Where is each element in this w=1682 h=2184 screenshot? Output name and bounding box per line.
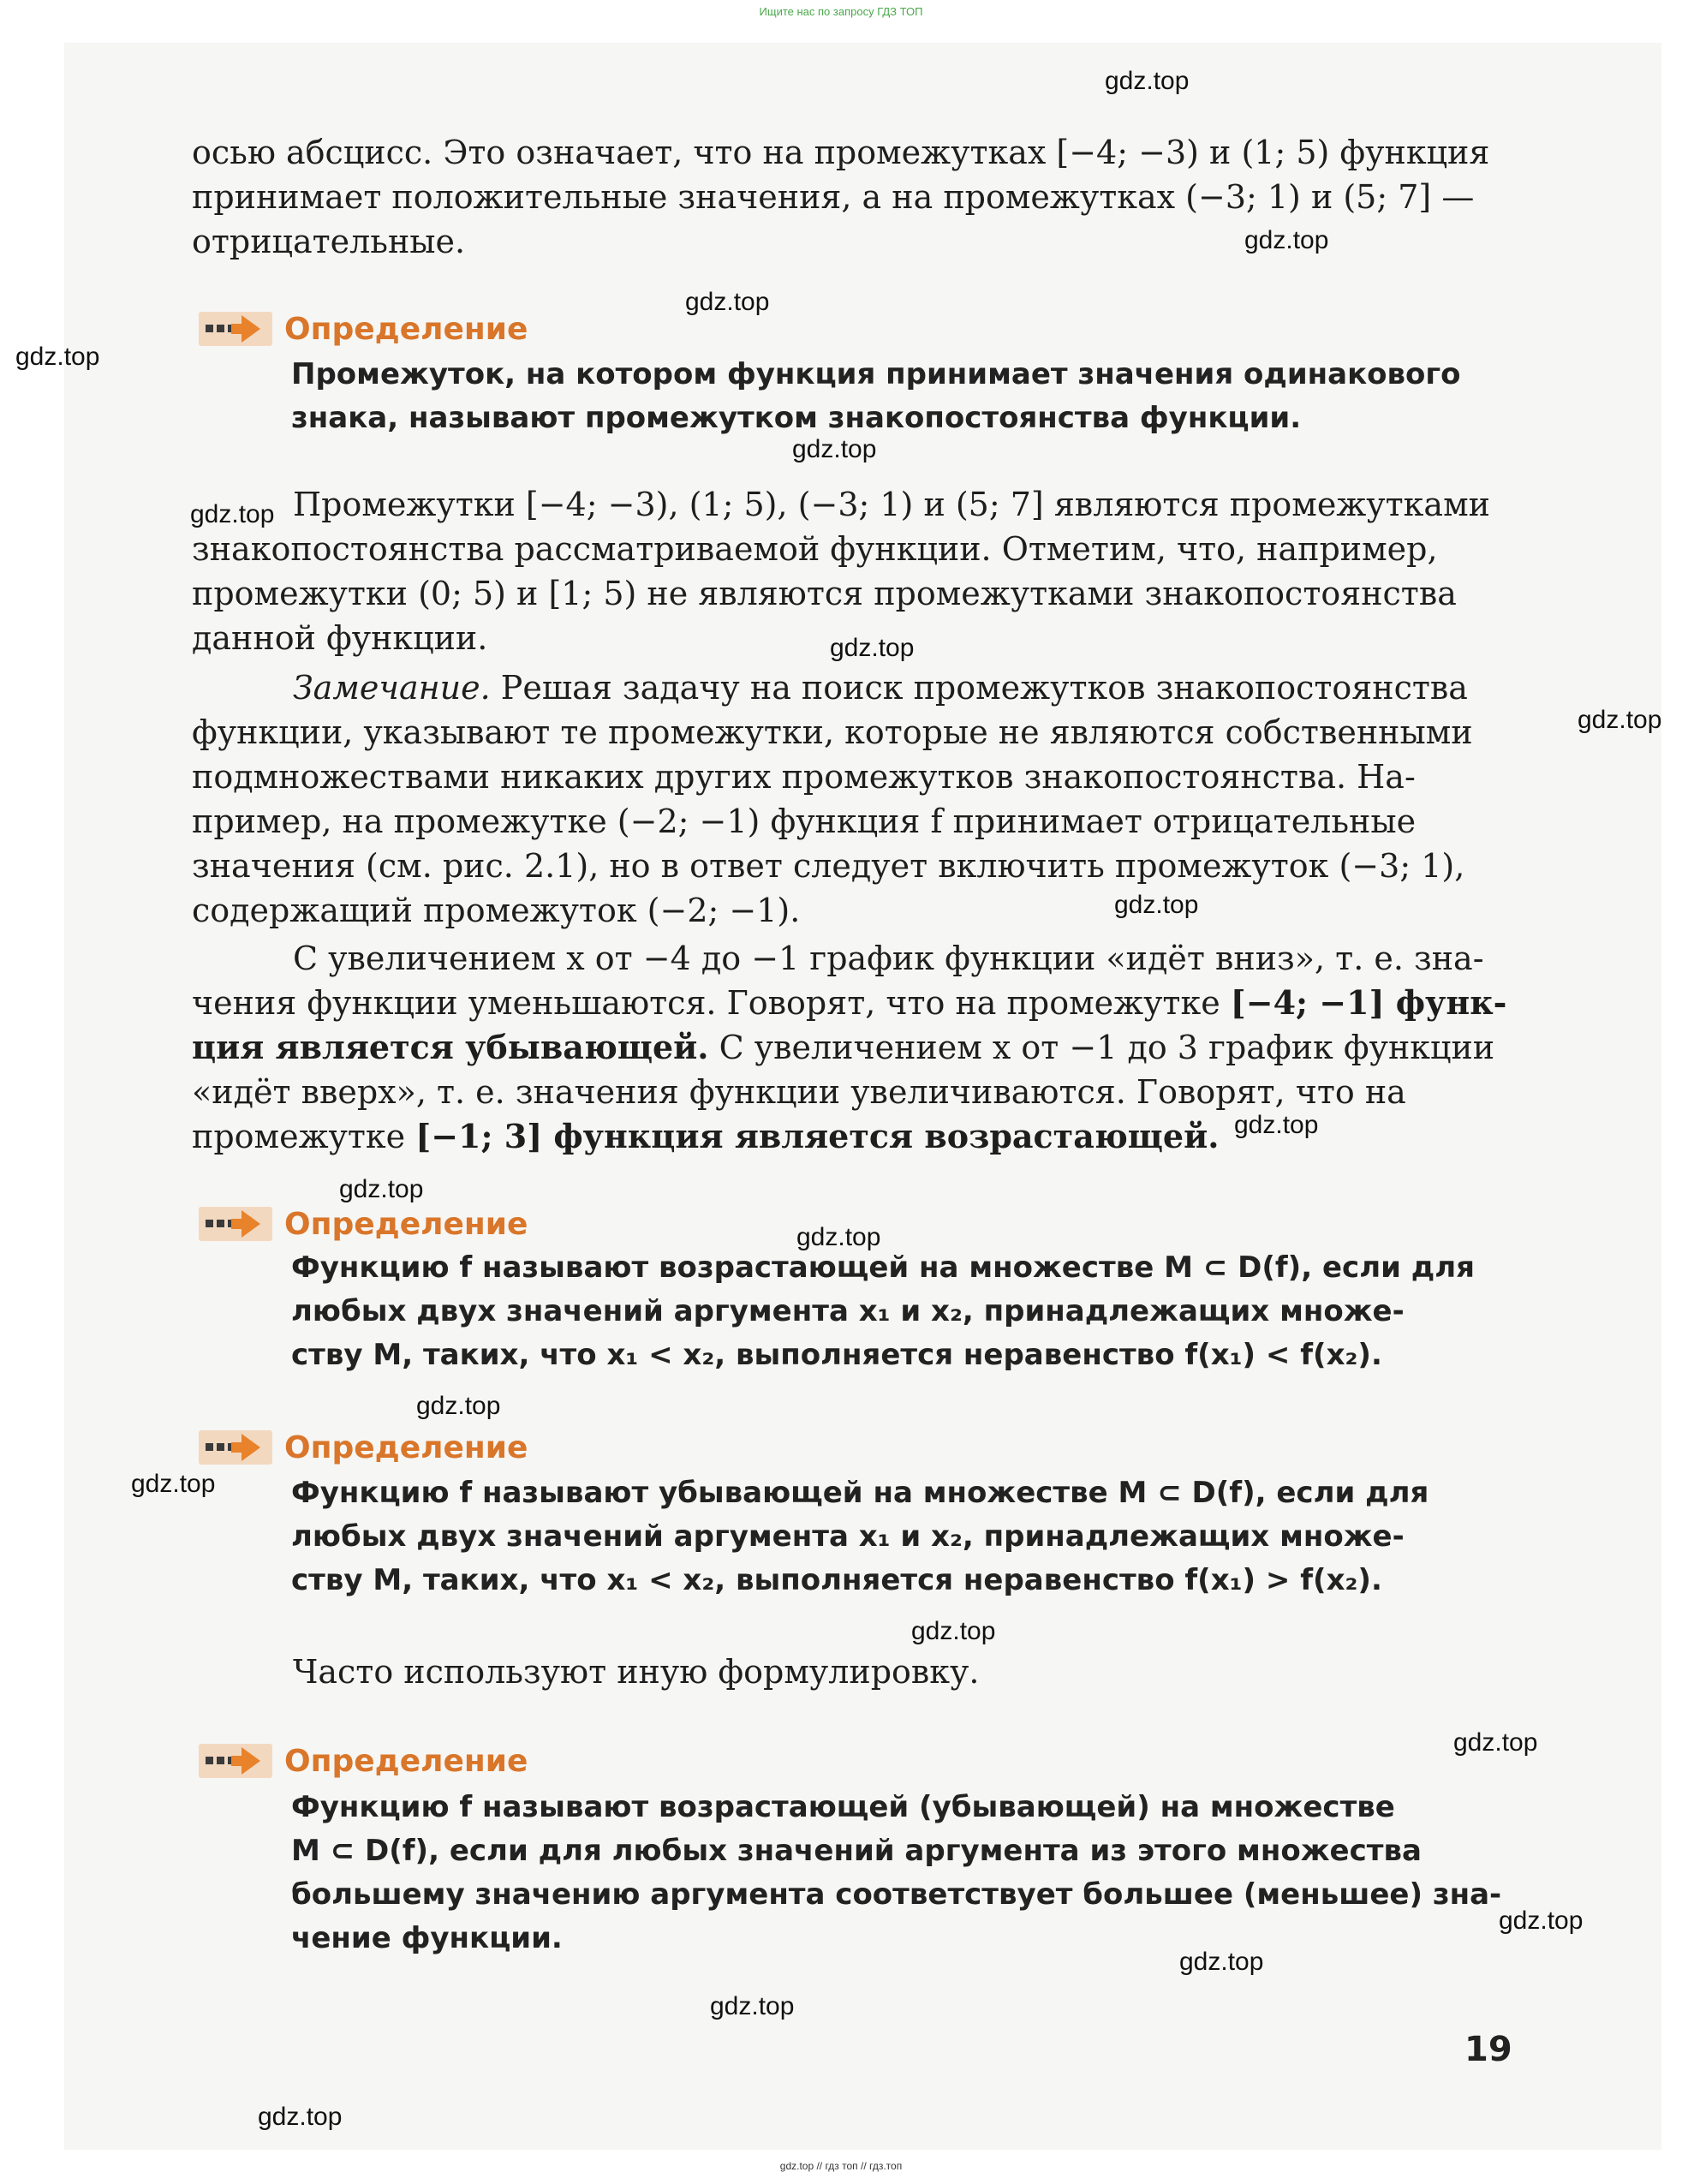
paragraph-line: принимает положительные значения, а на промежутках (−3; 1) и (5; 7] — (192, 178, 1475, 216)
watermark: gdz.top (911, 1617, 996, 1645)
watermark: gdz.top (1578, 706, 1662, 734)
definition-line: ству M, таких, что x₁ < x₂, выполняется неравенство f(x₁) < f(x₂). (291, 1338, 1382, 1372)
definition-body-1 (291, 353, 1512, 440)
definition-line: любых двух значений аргумента x₁ и x₂, принадлежащих множе- (291, 1294, 1405, 1328)
paragraph-line: знакопостоянства рассматриваемой функции. Отметим, что, например, (192, 530, 1438, 568)
definition-header-1 (199, 308, 528, 349)
remark-lead: Замечание. (293, 669, 491, 707)
definition-line: ству M, таких, что x₁ < x₂, выполняется неравенство f(x₁) > f(x₂). (291, 1563, 1382, 1597)
arrow-icon (199, 1744, 272, 1778)
watermark: gdz.top (792, 435, 877, 463)
definition-title: Определение (284, 311, 528, 347)
paragraph-line: функции, указывают те промежутки, которые не являются собственными (192, 713, 1473, 751)
paragraph-line: отрицательные. (192, 223, 466, 260)
definition-header-2 (199, 1203, 528, 1244)
definition-title: Определение (284, 1743, 528, 1779)
arrow-icon (199, 1430, 272, 1465)
watermark: gdz.top (131, 1470, 216, 1498)
definition-line: любых двух значений аргумента x₁ и x₂, принадлежащих множе- (291, 1519, 1405, 1554)
remark-paragraph: Замечание. Решая задачу на поиск промежутков знакопостоянства функции, указывают те промежутки, которые не являются собственными подмножествами никаких других промежутков знакопостоянства. На- пример, на промежутке (−2; −1) функция f принимает отрицательные значения (см. рис. 2.1), но в ответ следует включить промежуток (−3; 1), содержащий промежуток (−2; −1). (192, 665, 1512, 933)
top-banner: Ищите нас по запросу ГДЗ ТОП (759, 5, 923, 18)
definition-line: большему значению аргумента соответствует большее (меньшее) зна- (291, 1877, 1502, 1912)
definition-line: Функцию f называют возрастающей на множестве M ⊂ D(f), если для (291, 1250, 1475, 1285)
watermark: gdz.top (416, 1392, 501, 1420)
watermark: gdz.top (15, 343, 100, 371)
definition-body-2 (291, 1246, 1512, 1377)
arrow-icon (199, 1207, 272, 1241)
watermark: gdz.top (339, 1175, 424, 1203)
watermark: gdz.top (1179, 1948, 1264, 1976)
paragraph-line: Промежутки [−4; −3), (1; 5), (−3; 1) и (5; 7] являются промежутками (293, 486, 1490, 523)
definition-header-4 (199, 1740, 528, 1781)
paragraph-line: значения (см. рис. 2.1), но в ответ следует включить промежуток (−3; 1), (192, 847, 1465, 885)
definition-line: знака, называют промежутком знакопостоянства функции. (291, 401, 1302, 435)
paragraph-5: Часто используют иную формулировку. (293, 1653, 980, 1691)
paragraph-4: С увеличением x от −4 до −1 график функции «идёт вниз», т. е. зна- чения функции уменьшаются. Говорят, что на промежутке [−4; −1] функ- ция является убывающей. С увеличением x от −1 до 3 график функции «идёт вверх», т. е. значения функции увеличиваются. Говорят, что на промежутке [−1; 3] функция является возрастающей. (192, 936, 1512, 1159)
definition-line: чение функции. (291, 1921, 563, 1955)
bottom-banner: gdz.top // гдз топ // гдз.топ (779, 2160, 903, 2172)
paragraph-line: подмножествами никаких других промежутков знакопостоянства. На- (192, 758, 1416, 796)
watermark: gdz.top (1114, 891, 1199, 919)
watermark: gdz.top (1453, 1728, 1538, 1757)
watermark: gdz.top (1244, 226, 1329, 254)
definition-title: Определение (284, 1206, 528, 1242)
paragraph-line: пример, на промежутке (−2; −1) функция f принимает отрицательные (192, 803, 1417, 840)
arrow-icon (199, 312, 272, 346)
paragraph-line: осью абсцисс. Это означает, что на промежутках [−4; −3) и (1; 5) функция (192, 134, 1490, 171)
watermark: gdz.top (1234, 1111, 1319, 1139)
definition-title: Определение (284, 1429, 528, 1465)
watermark: gdz.top (685, 288, 770, 316)
watermark: gdz.top (1499, 1907, 1584, 1935)
definition-line: M ⊂ D(f), если для любых значений аргумента из этого множества (291, 1834, 1422, 1868)
watermark: gdz.top (710, 1992, 795, 2020)
watermark: gdz.top (258, 2103, 343, 2131)
definition-line: Промежуток, на котором функция принимает значения одинакового (291, 357, 1461, 391)
watermark: gdz.top (796, 1223, 881, 1251)
page-number: 19 (1464, 2030, 1512, 2069)
paragraph-line: «идёт вверх», т. е. значения функции увеличиваются. Говорят, что на (192, 1073, 1406, 1111)
definition-line: Функцию f называют возрастающей (убывающей) на множестве (291, 1790, 1395, 1824)
definition-line: Функцию f называют убывающей на множестве M ⊂ D(f), если для (291, 1476, 1429, 1510)
definition-body-4 (291, 1786, 1512, 1960)
paragraph-line: содержащий промежуток (−2; −1). (192, 892, 801, 929)
watermark: gdz.top (1105, 67, 1190, 95)
definition-body-3 (291, 1471, 1512, 1602)
definition-header-3 (199, 1427, 528, 1468)
paragraph-line: промежутки (0; 5) и [1; 5) не являются промежутками знакопостоянства (192, 575, 1457, 612)
watermark: gdz.top (830, 634, 915, 662)
watermark: gdz.top (190, 500, 275, 528)
paragraph-line: данной функции. (192, 619, 488, 657)
